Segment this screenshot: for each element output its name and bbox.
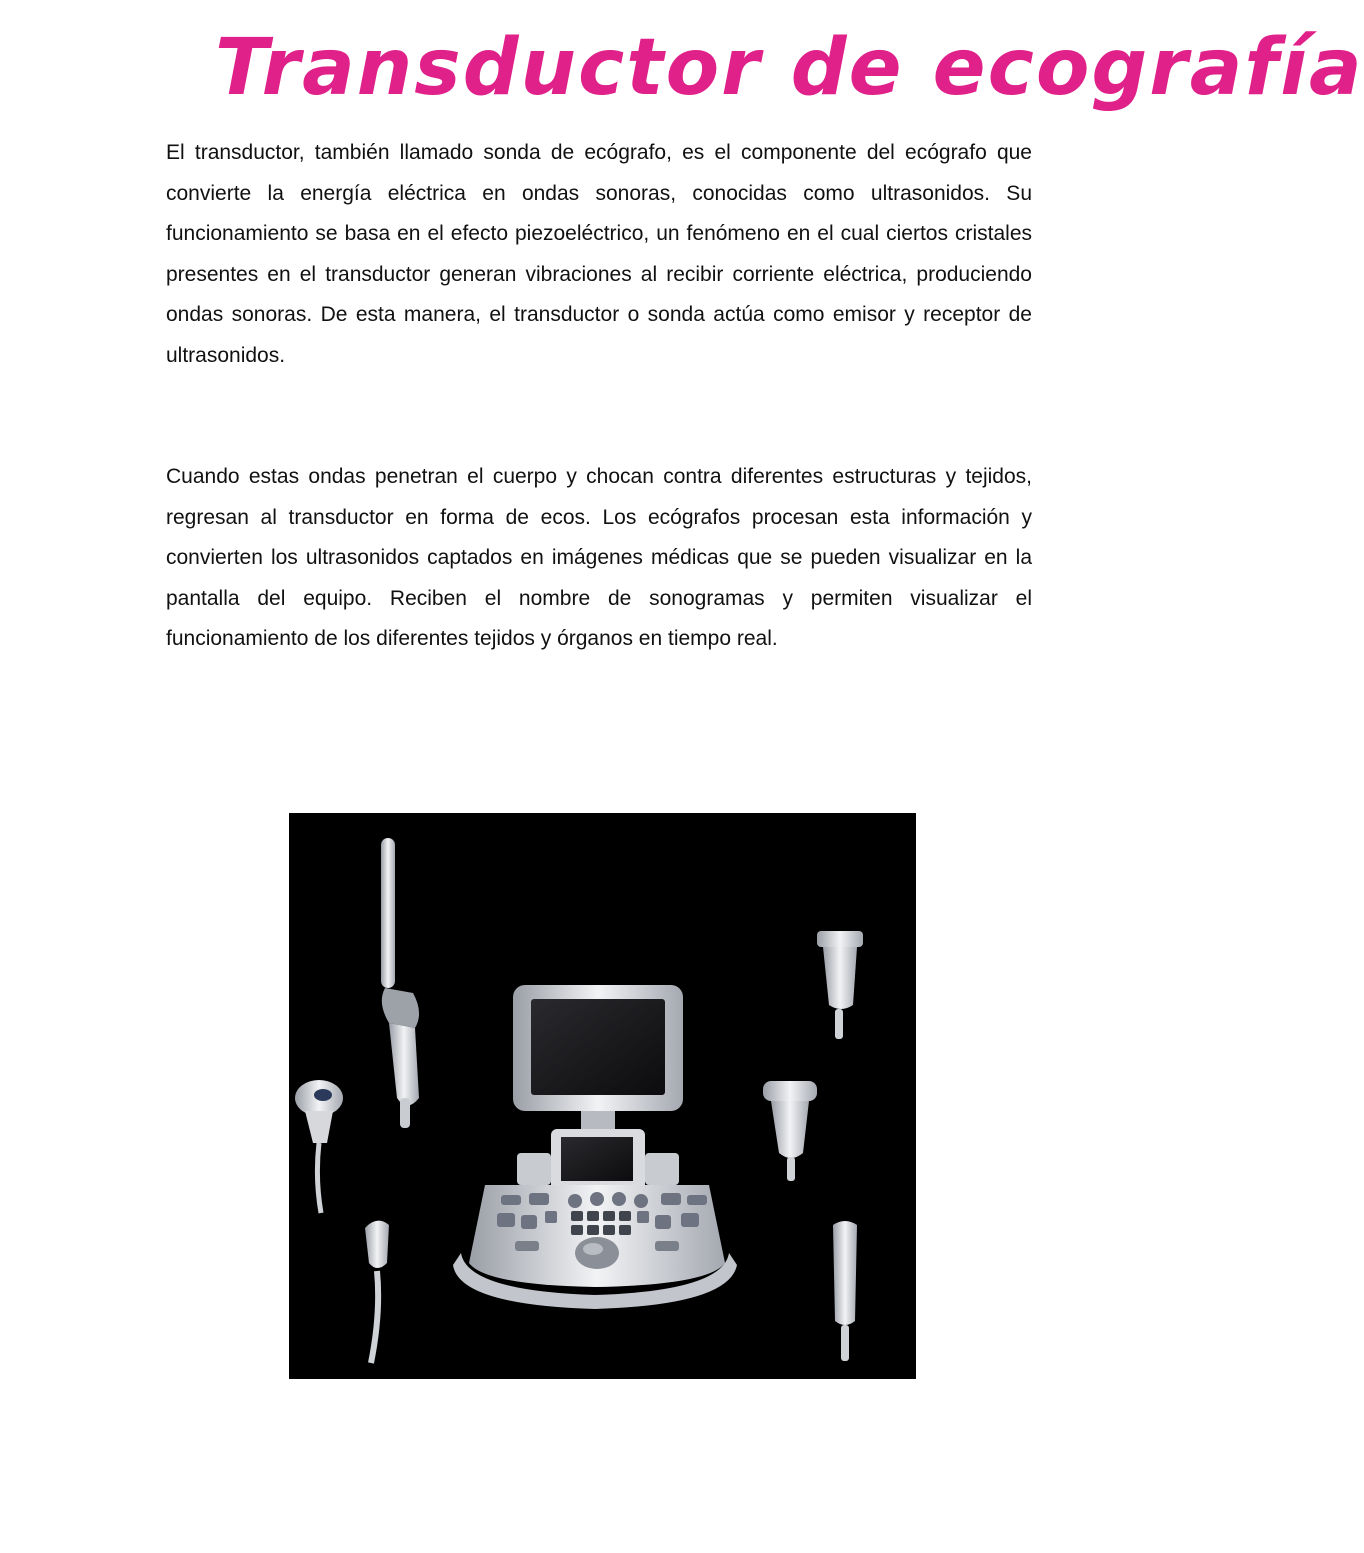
convex-probe-left	[295, 1080, 343, 1213]
page-title: Transductor de ecografía	[215, 23, 1364, 113]
probe-middle-right	[763, 1081, 817, 1181]
small-probe-bottom-left	[365, 1221, 389, 1363]
ultrasound-console	[453, 985, 737, 1309]
linear-probe-top-right	[817, 931, 863, 1039]
paragraph-1: El transductor, también llamado sonda de ecógrafo, es el componente del ecógrafo que convierte la energía eléctrica en ondas sonoras, conocidas como ultrasonidos. Su funcionamiento se basa en el efecto piezoeléctrico, un fenómeno en el cual ciertos cristales presentes en el transductor generan vibraciones al recibir corriente eléctrica, produciendo ondas sonoras. De esta manera, el transductor o sonda actúa como emisor y receptor de ultrasonidos.	[166, 141, 1032, 367]
paragraph-2: Cuando estas ondas penetran el cuerpo y chocan contra diferentes estructuras y tejidos, regresan al transductor en forma de ecos. Los ecógrafos procesan esta información y convierten los ultrasonidos captados en imágenes médicas que se pueden visualizar en la pantalla del equipo. Reciben el nombre de sonogramas y permiten visualizar el funcionamiento de los diferentes tejidos y órganos en tiempo real.	[166, 465, 1032, 650]
pencil-probe-bottom-right	[833, 1221, 857, 1361]
ultrasound-equipment-image	[289, 813, 916, 1379]
endocavity-probe	[381, 838, 419, 1128]
